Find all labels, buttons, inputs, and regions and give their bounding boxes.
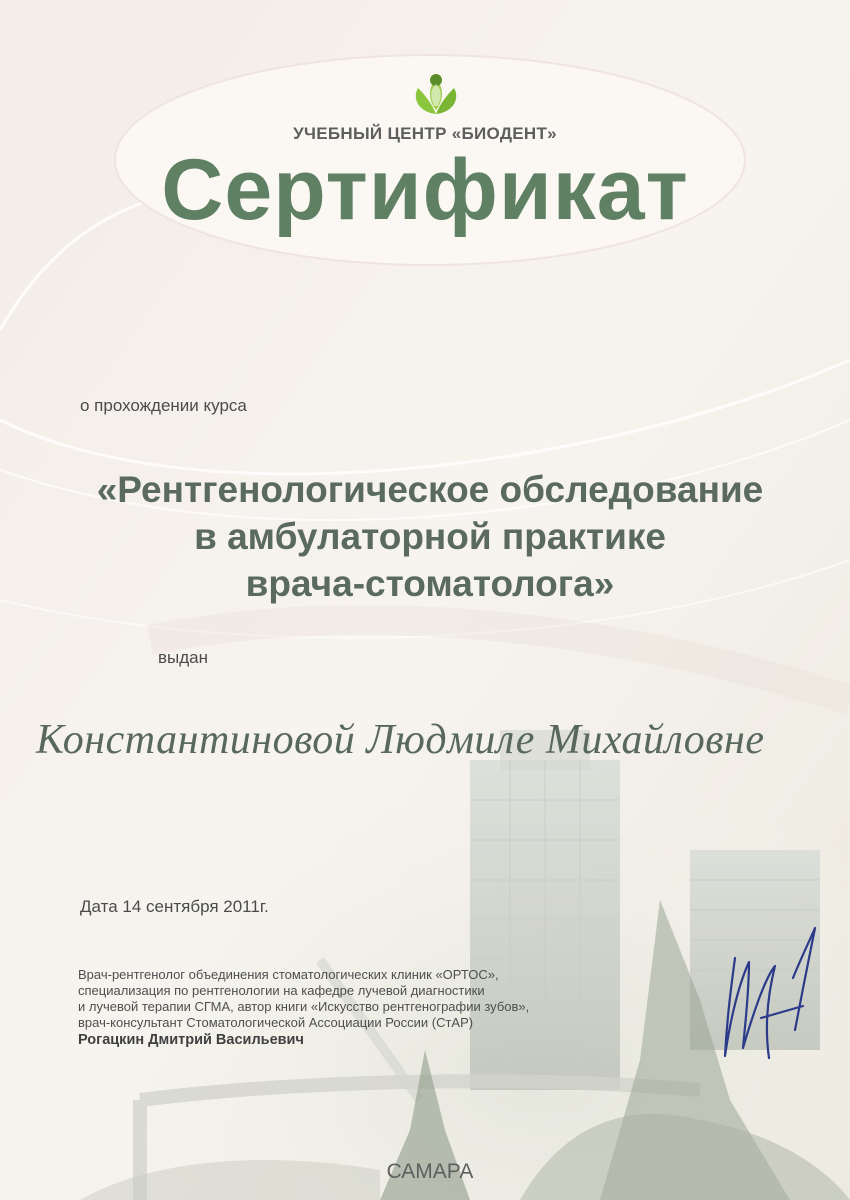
recipient-name: Константиновой Людмиле Михайловне — [36, 717, 765, 763]
signatory-credential-line: врач-консультант Стоматологической Ассоциации России (СтАР) — [78, 1015, 474, 1030]
signatory-block — [78, 967, 529, 1048]
training-center-name: УЧЕБНЫЙ ЦЕНТР «БИОДЕНТ» — [293, 124, 557, 143]
document-title: Сертификат — [161, 142, 689, 238]
course-title — [0, 466, 850, 607]
signatory-credential-line: и лучевой терапии СГМА, автор книги «Искусство рентгенографии зубов», — [78, 999, 530, 1014]
handwritten-signature-icon — [705, 918, 825, 1068]
signatory-name: Рогацкин Дмитрий Васильевич — [78, 1032, 304, 1048]
signatory-credential-line: специализация по рентгенологии на кафедре лучевой диагностики — [78, 983, 485, 998]
signatory-credential-line: Врач-рентгенолог объединения стоматологических клиник «ОРТОС», — [78, 967, 499, 982]
course-title-line: врача-стоматолога» — [245, 563, 615, 604]
issue-date: Дата 14 сентября 2011г. — [80, 897, 269, 916]
course-title-line: «Рентгенологическое обследование — [96, 469, 764, 510]
city-name: САМАРА — [386, 1160, 474, 1183]
course-title-line: в амбулаторной практике — [194, 516, 666, 557]
issued-label: выдан — [158, 648, 209, 667]
leaf-flower-logo-icon — [408, 66, 464, 122]
course-intro-text: о прохождении курса — [80, 396, 247, 415]
